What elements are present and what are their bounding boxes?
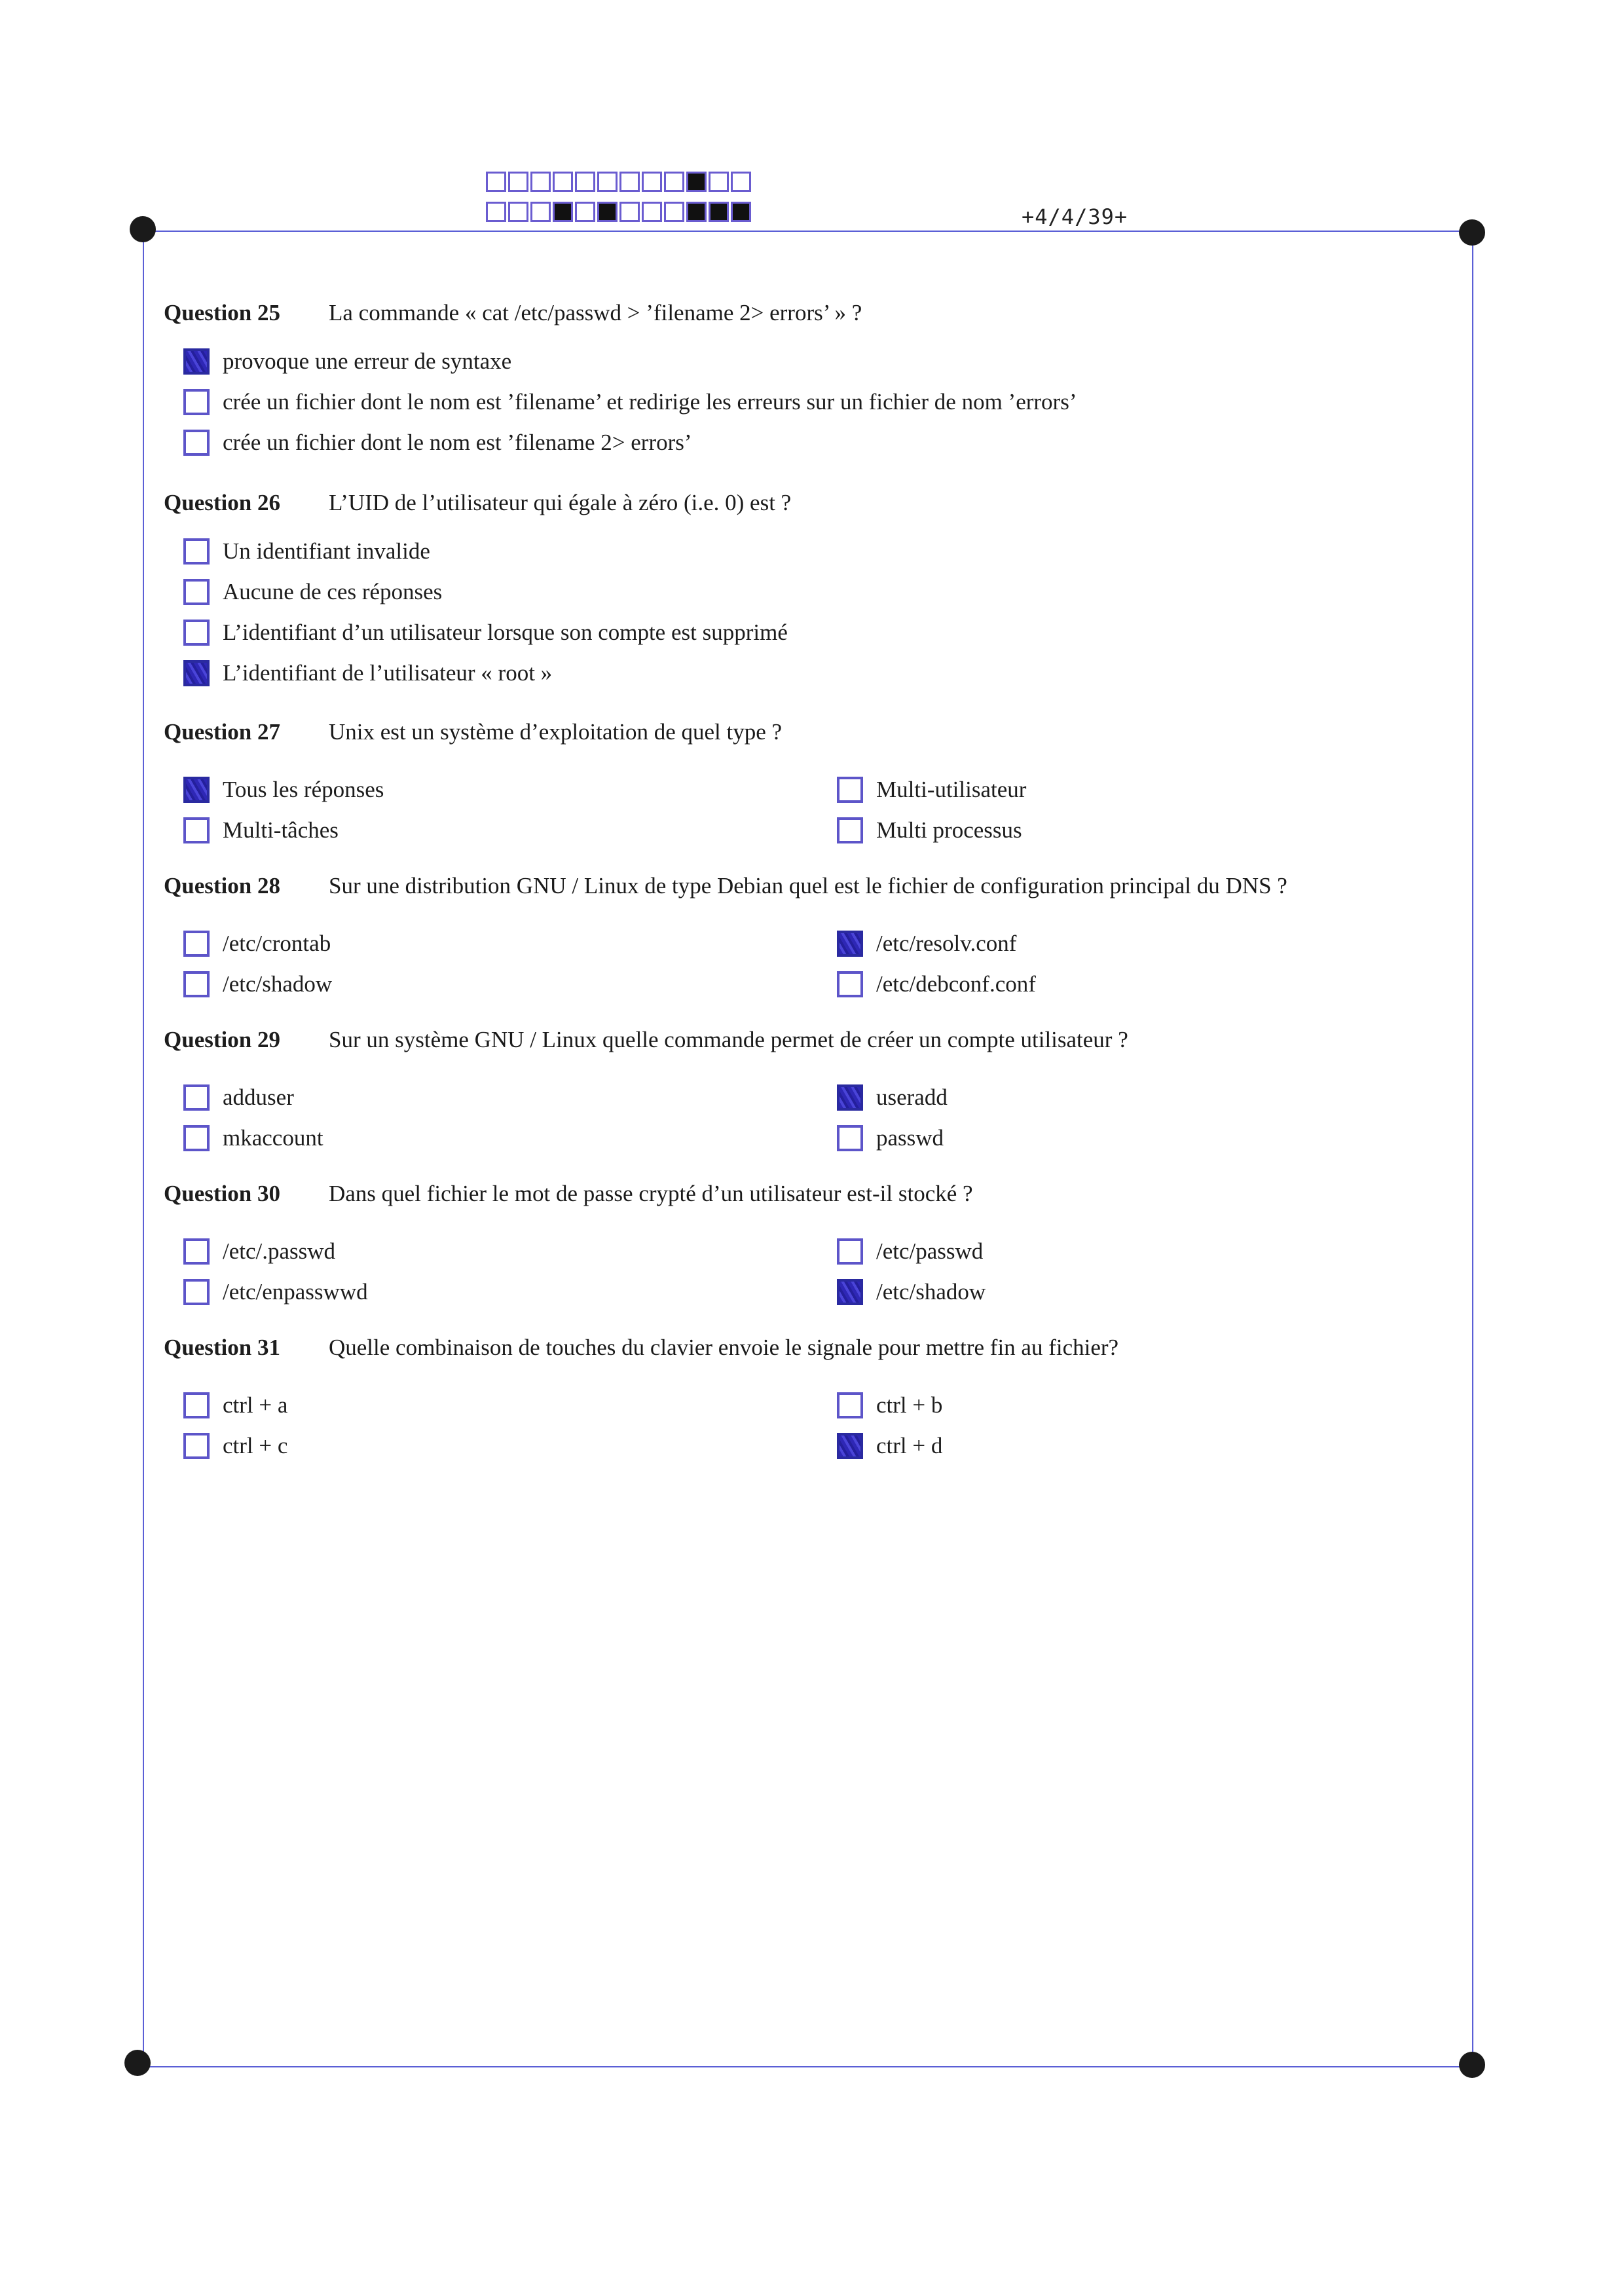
code-box (530, 172, 551, 192)
code-box (664, 172, 684, 192)
code-box (553, 172, 573, 192)
answer-label: /etc/shadow (223, 971, 333, 997)
code-box (508, 172, 528, 192)
question-block (164, 1174, 1460, 1305)
code-box (709, 202, 729, 222)
checked-checkbox[interactable] (183, 660, 210, 686)
answer-option[interactable] (183, 1119, 323, 1158)
checkbox[interactable] (183, 430, 210, 456)
frame-top-line (144, 231, 1473, 232)
code-box (553, 202, 573, 222)
answer-option[interactable] (183, 924, 331, 963)
answer-label: /etc/shadow (876, 1279, 986, 1305)
code-box (709, 172, 729, 192)
question-header (164, 1328, 1460, 1367)
question-number: Question 30 (164, 1181, 280, 1206)
question-text: Sur un système GNU / Linux quelle commande permet de créer un compte utilisateur ? (329, 1027, 1128, 1052)
answer-label: /etc/debconf.conf (876, 971, 1036, 997)
registration-mark-top-left (130, 216, 156, 242)
checkbox[interactable] (183, 579, 210, 605)
code-box (642, 202, 662, 222)
checkbox[interactable] (837, 1238, 863, 1265)
answer-option[interactable] (183, 342, 511, 381)
answer-option[interactable] (183, 770, 384, 809)
answer-option[interactable] (183, 1386, 287, 1425)
code-box (486, 202, 506, 222)
checkbox[interactable] (183, 931, 210, 957)
answer-label: /etc/resolv.conf (876, 931, 1017, 956)
answer-label: passwd (876, 1125, 944, 1151)
code-box (731, 202, 751, 222)
answer-option[interactable] (837, 1119, 944, 1158)
answer-label: /etc/.passwd (223, 1238, 336, 1264)
answer-option[interactable] (183, 572, 442, 612)
answer-label: Multi processus (876, 817, 1022, 843)
code-box (664, 202, 684, 222)
answer-label: /etc/enpasswwd (223, 1279, 368, 1305)
checkbox[interactable] (837, 1125, 863, 1151)
question-number: Question 29 (164, 1027, 280, 1052)
question-text: Unix est un système d’exploitation de quel type ? (329, 719, 783, 745)
checkbox[interactable] (837, 971, 863, 997)
answer-label: /etc/passwd (876, 1238, 984, 1264)
answer-option[interactable] (837, 1386, 942, 1425)
answer-option[interactable] (837, 1272, 986, 1312)
question-header (164, 1020, 1460, 1060)
answer-option[interactable] (183, 532, 430, 571)
frame-left-line (143, 231, 144, 2067)
answer-label: L’identifiant d’un utilisateur lorsque son compte est supprimé (223, 620, 788, 645)
checked-checkbox[interactable] (183, 777, 210, 803)
student-code-row-1 (486, 172, 753, 195)
answer-option[interactable] (183, 613, 788, 652)
answer-label: useradd (876, 1084, 948, 1110)
answer-label: ctrl + b (876, 1392, 943, 1418)
answer-option[interactable] (183, 1078, 294, 1117)
answer-label: mkaccount (223, 1125, 323, 1151)
answer-label: Tous les réponses (223, 777, 384, 802)
answer-option[interactable] (837, 965, 1036, 1004)
answer-label: adduser (223, 1084, 294, 1110)
answer-option[interactable] (183, 965, 332, 1004)
answer-option[interactable] (837, 811, 1022, 850)
answer-label: /etc/crontab (223, 931, 331, 956)
answer-label: crée un fichier dont le nom est ’filename 2> errors’ (223, 430, 692, 455)
answer-label: Un identifiant invalide (223, 538, 430, 564)
question-block (164, 866, 1460, 997)
checkbox[interactable] (183, 1279, 210, 1305)
answer-option[interactable] (183, 811, 339, 850)
answer-label: provoque une erreur de syntaxe (223, 348, 512, 374)
checkbox[interactable] (183, 1238, 210, 1265)
answer-option[interactable] (183, 1426, 287, 1466)
checkbox[interactable] (183, 817, 210, 843)
question-text: Quelle combinaison de touches du clavier envoie le signale pour mettre fin au fichier? (329, 1335, 1119, 1360)
checkbox[interactable] (837, 817, 863, 843)
checked-checkbox[interactable] (837, 1084, 863, 1111)
code-box (642, 172, 662, 192)
checkbox[interactable] (183, 1084, 210, 1111)
code-box (619, 202, 640, 222)
answer-option[interactable] (183, 1272, 368, 1312)
checkbox[interactable] (183, 971, 210, 997)
question-number: Question 25 (164, 300, 280, 325)
code-box (619, 172, 640, 192)
question-number: Question 28 (164, 873, 280, 898)
checkbox[interactable] (183, 1125, 210, 1151)
code-box (530, 202, 551, 222)
answer-option[interactable] (183, 382, 1077, 422)
code-box (686, 202, 707, 222)
answer-option[interactable] (183, 654, 552, 693)
registration-mark-top-right (1459, 219, 1485, 246)
question-text: Dans quel fichier le mot de passe crypté d’un utilisateur est-il stocké ? (329, 1181, 973, 1206)
question-header (164, 713, 1460, 752)
answer-option[interactable] (183, 423, 692, 462)
question-header (164, 293, 1460, 333)
registration-mark-bottom-right (1459, 2052, 1485, 2078)
answer-label: Multi-utilisateur (876, 777, 1027, 802)
question-block (164, 1020, 1460, 1151)
answer-option[interactable] (837, 1078, 948, 1117)
answer-label: Aucune de ces réponses (223, 579, 443, 604)
code-box (486, 172, 506, 192)
code-box (575, 202, 595, 222)
answer-option[interactable] (837, 924, 1016, 963)
code-box (731, 172, 751, 192)
checkbox[interactable] (183, 1433, 210, 1459)
question-number: Question 27 (164, 719, 280, 745)
answer-label: Multi-tâches (223, 817, 339, 843)
question-header (164, 483, 1460, 523)
registration-mark-bottom-left (124, 2050, 151, 2076)
question-block (164, 293, 1460, 455)
question-block (164, 1328, 1460, 1458)
frame-bottom-line (138, 2066, 1473, 2067)
answer-label: crée un fichier dont le nom est ’filename’ et redirige les erreurs sur un fichier de nom ’errors’ (223, 389, 1077, 415)
checkbox[interactable] (183, 1392, 210, 1418)
student-code-row-2 (486, 202, 753, 225)
answer-label: ctrl + c (223, 1433, 288, 1458)
checkbox[interactable] (183, 620, 210, 646)
page-code: +4/4/39+ (1022, 204, 1128, 229)
answer-option[interactable] (837, 1426, 942, 1466)
checkbox[interactable] (837, 1392, 863, 1418)
answer-label: L’identifiant de l’utilisateur « root » (223, 660, 553, 686)
question-number: Question 31 (164, 1335, 280, 1360)
answer-option[interactable] (183, 1232, 335, 1271)
question-block (164, 713, 1460, 843)
code-box (597, 202, 618, 222)
question-text: Sur une distribution GNU / Linux de type Debian quel est le fichier de configuration principal du DNS ? (329, 873, 1287, 898)
question-block (164, 483, 1460, 686)
question-header (164, 1174, 1460, 1213)
question-header (164, 866, 1460, 906)
question-text: La commande « cat /etc/passwd > ’filename 2> errors’ » ? (329, 300, 862, 325)
frame-right-line (1472, 231, 1473, 2067)
code-box (575, 172, 595, 192)
code-box (597, 172, 618, 192)
code-box (508, 202, 528, 222)
checkbox[interactable] (837, 777, 863, 803)
answer-label: ctrl + d (876, 1433, 943, 1458)
checked-checkbox[interactable] (837, 1279, 863, 1305)
checkbox[interactable] (183, 389, 210, 415)
answer-label: ctrl + a (223, 1392, 288, 1418)
checked-checkbox[interactable] (183, 348, 210, 375)
question-text: L’UID de l’utilisateur qui égale à zéro (i.e. 0) est ? (329, 490, 792, 515)
question-number: Question 26 (164, 490, 280, 515)
checked-checkbox[interactable] (837, 1433, 863, 1459)
answer-option[interactable] (837, 770, 1026, 809)
checkbox[interactable] (183, 538, 210, 565)
answer-option[interactable] (837, 1232, 983, 1271)
code-box (686, 172, 707, 192)
checked-checkbox[interactable] (837, 931, 863, 957)
